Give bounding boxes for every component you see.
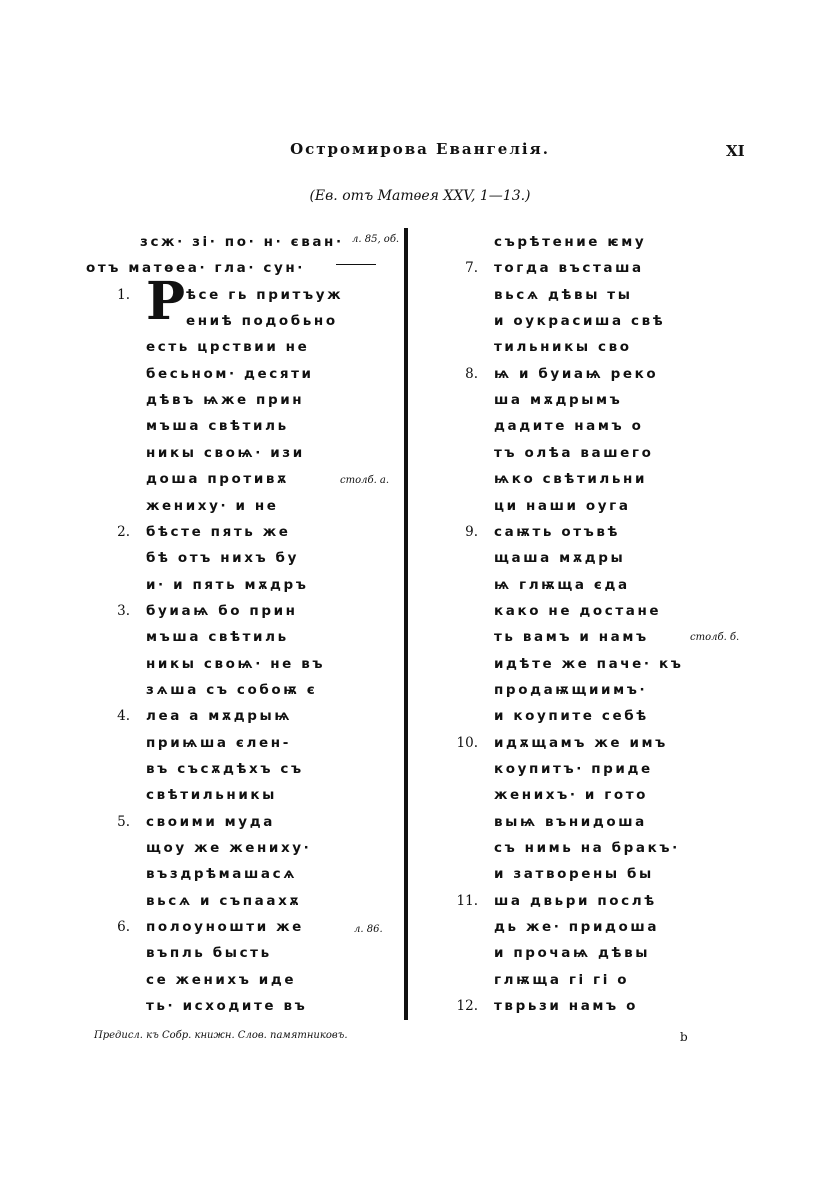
- verse-number: 1.: [117, 286, 130, 303]
- right-text-line: дь же· придоша: [494, 919, 660, 936]
- footer-signature-mark: b: [680, 1030, 688, 1044]
- verse-number: 12.: [456, 998, 478, 1015]
- left-text-line: ениѣ подобьно: [186, 313, 338, 330]
- left-text-line: есть црствии не: [146, 339, 310, 356]
- margin-note-folio-85v: л. 85, об.: [352, 234, 400, 245]
- right-text-line: глѭща гі гі о: [494, 971, 630, 988]
- right-text-line: ѩ глѭща єда: [494, 576, 630, 593]
- footer-source-note: Предисл. къ Собр. книжн. Слов. памятниковъ.: [94, 1030, 348, 1041]
- passage-reference: (Ев. отъ Матѳея XXV, 1—13.): [309, 188, 531, 204]
- right-text-line: тъ олѣа вашего: [494, 444, 654, 461]
- left-text-line: вьсѧ и съпаахѫ: [146, 892, 302, 909]
- left-text-line: своими муда: [146, 813, 275, 830]
- right-text-line: и затворены бы: [494, 866, 654, 883]
- right-text-line: съ нимь на бракъ·: [494, 840, 680, 857]
- left-text-line: и· и пять мѫдръ: [146, 576, 309, 593]
- verse-number: 11.: [456, 892, 478, 909]
- left-text-line: никы своѩ· изи: [146, 444, 305, 461]
- right-text-line: ѩко свѣтильни: [494, 471, 648, 488]
- left-text-line: се женихъ иде: [146, 971, 297, 988]
- left-text-line: въ съсѫдѣхъ съ: [146, 761, 304, 777]
- margin-note-col-b: столб. б.: [690, 632, 740, 643]
- verse-number: 8.: [465, 365, 478, 382]
- rubric-dash: [336, 264, 376, 265]
- page-header-title: Остромирова Евангелія.: [290, 140, 550, 158]
- verse-number: 4.: [117, 708, 130, 725]
- verse-number: 10.: [456, 734, 478, 751]
- right-text-line: како не достане: [494, 602, 662, 619]
- right-text-line: выѩ вънидоша: [494, 813, 647, 830]
- verse-number: 9.: [465, 523, 478, 540]
- drop-cap-letter: Р: [146, 271, 186, 332]
- right-text-line: ѩ и буиаѩ реко: [494, 365, 659, 382]
- left-text-line: ѣсе гь притъуж: [186, 286, 344, 303]
- right-text-line: и коупите себѣ: [494, 708, 649, 725]
- left-text-line: щоу же жениху·: [146, 840, 312, 857]
- right-text-line: дадите намъ о: [494, 418, 644, 435]
- verse-number: 3.: [117, 602, 130, 619]
- right-text-line: тильникы сво: [494, 339, 632, 356]
- verse-number: 6.: [117, 919, 130, 936]
- left-text-line: бесьном· десяти: [146, 365, 314, 382]
- right-text-line: ть вамъ и намъ: [494, 629, 649, 646]
- left-text-line: въздрѣмашасѧ: [146, 866, 298, 883]
- verse-number: 2.: [117, 523, 130, 540]
- left-text-line: ть· исходите въ: [146, 998, 308, 1015]
- right-text-line: продаѭщиимъ·: [494, 681, 648, 698]
- column-divider: [404, 228, 408, 1020]
- right-text-line: тврьзи намъ о: [494, 998, 638, 1015]
- right-text-line: идѣте же паче· къ: [494, 655, 684, 672]
- margin-note-folio-86: л. 86.: [354, 924, 383, 935]
- margin-note-col-a: столб. а.: [340, 475, 390, 486]
- right-text-line: тогда въсташа: [494, 260, 644, 277]
- left-text-line: никы своѩ· не въ: [146, 655, 326, 672]
- left-text-line: отъ матѳеа· гла· сун·: [86, 260, 306, 277]
- right-text-line: и оукрасиша свѣ: [494, 313, 666, 330]
- left-text-line: свѣтильникы: [146, 787, 277, 804]
- page-number: XI: [726, 142, 745, 160]
- right-text-line: ша двьри послѣ: [494, 892, 657, 909]
- left-text-line: приѩша єлен-: [146, 734, 291, 751]
- left-text-line: буиаѩ бо прин: [146, 602, 298, 619]
- right-text-line: коупитъ· приде: [494, 761, 653, 777]
- left-text-line: дѣвъ ѩже прин: [146, 392, 305, 409]
- left-text-line: мъша свѣтиль: [146, 629, 289, 646]
- left-text-line: зѧша съ собоѭ є: [146, 681, 318, 698]
- right-text-line: и прочаѩ дѣвы: [494, 945, 651, 962]
- left-text-line: мъша свѣтиль: [146, 418, 289, 435]
- verse-number: 5.: [117, 813, 130, 830]
- left-text-line: леа а мѫдрыѩ: [146, 708, 293, 725]
- right-text-line: саѭть отъвѣ: [494, 523, 621, 540]
- left-text-line: жениху· и не: [146, 497, 279, 514]
- right-text-line: ци наши оуга: [494, 497, 631, 514]
- right-text-line: сърѣтение ѥму: [494, 234, 647, 250]
- right-text-line: женихъ· и гото: [494, 787, 649, 804]
- left-text-line: полоуношти же: [146, 919, 304, 936]
- right-text-line: вьсѧ дѣвы ты: [494, 286, 633, 303]
- left-text-line: доша противѫ: [146, 471, 289, 488]
- left-text-line: бѣ отъ нихъ бу: [146, 550, 299, 567]
- verse-number: 7.: [465, 260, 478, 277]
- left-text-line: въпль бысть: [146, 945, 272, 962]
- right-text-line: ша мѫдрымъ: [494, 392, 623, 409]
- left-text-line: зсж· зі· по· н· єван·: [140, 234, 344, 250]
- right-text-line: идѫщамъ же имъ: [494, 734, 668, 751]
- right-text-line: щаша мѫдры: [494, 550, 626, 567]
- left-text-line: бѣсте пять же: [146, 523, 291, 540]
